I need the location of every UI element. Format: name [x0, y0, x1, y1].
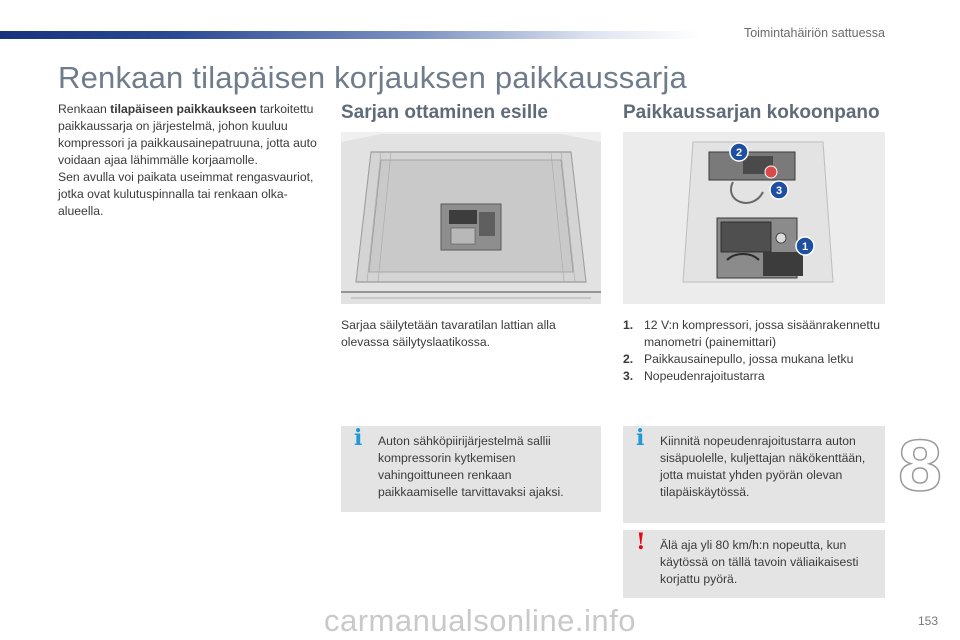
composition-info-text: Kiinnitä nopeudenrajoitustarra auton sisäpuolelle, kuljettajan näkökenttään, jotta muistat yhden pyörän olevan tilapäiskäytössä. [660, 434, 866, 499]
kit-illustration [623, 132, 885, 304]
item-text: Nopeudenrajoitustarra [644, 369, 765, 383]
header-gradient-bar [0, 31, 700, 39]
retrieve-info-note [341, 426, 601, 512]
item-number: 3. [623, 369, 634, 383]
list-item [623, 317, 893, 351]
item-text: Paikkausainepullo, jossa mukana letku [644, 352, 854, 366]
info-icon: i [354, 425, 363, 451]
warning-icon: ! [636, 529, 646, 555]
kit-photo [623, 132, 885, 304]
warning-text: Älä aja yli 80 km/h:n nopeutta, kun käytössä on tällä tavoin väliaikaisesti korjattu pyörä. [660, 538, 859, 586]
info-icon: i [636, 425, 645, 451]
intro-rest: tarkoitettu paikkaussarja on järjestelmä, johon kuuluu kompressori ja paikkausainepatruuna, jotta auto voidaan ajaa lähimmälle korjaamolle. [58, 102, 317, 167]
warning-note [623, 530, 885, 598]
trunk-photo [341, 132, 601, 304]
item-text: 12 V:n kompressori, jossa sisäänrakennettu manometri (painemittari) [644, 318, 880, 349]
list-item [623, 368, 893, 385]
retrieve-info-text: Auton sähköpiirijärjestelmä sallii kompressorin kytkemisen vahingoittuneen renkaan paikkaamiselle tarvittavaksi ajaksi. [378, 434, 564, 499]
composition-heading: Paikkaussarjan kokoonpano [623, 102, 880, 123]
callout-2: 2 [735, 147, 743, 159]
item-number: 2. [623, 352, 634, 366]
intro-paragraph [58, 101, 326, 169]
list-item [623, 351, 893, 368]
item-number: 1. [623, 318, 634, 332]
retrieve-heading: Sarjan ottaminen esille [341, 102, 548, 123]
page-number: 153 [917, 614, 938, 628]
parts-list [623, 317, 893, 385]
retrieve-caption: Sarjaa säilytetään tavaratilan lattian alla olevassa säilytyslaatikossa. [341, 318, 556, 349]
chapter-number: 8 [896, 428, 944, 500]
section-title: Toimintahäiriön sattuessa [743, 26, 885, 40]
intro-text [58, 101, 326, 220]
intro-second-paragraph: Sen avulla voi paikata useimmat rengasvauriot, jotka ovat kulutuspinnalla tai renkaan olka-alueella. [58, 170, 314, 218]
callout-1: 1 [801, 241, 809, 253]
watermark: carmanualsonline.info [323, 603, 637, 638]
intro-lead: Renkaan [58, 102, 111, 116]
page-title: Renkaan tilapäisen korjauksen paikkaussarja [58, 60, 687, 95]
callout-3: 3 [775, 185, 783, 197]
composition-info-note [623, 426, 885, 523]
intro-bold: tilapäiseen paikkaukseen [110, 102, 257, 116]
trunk-illustration [341, 132, 601, 304]
chapter-number-badge [893, 428, 947, 500]
